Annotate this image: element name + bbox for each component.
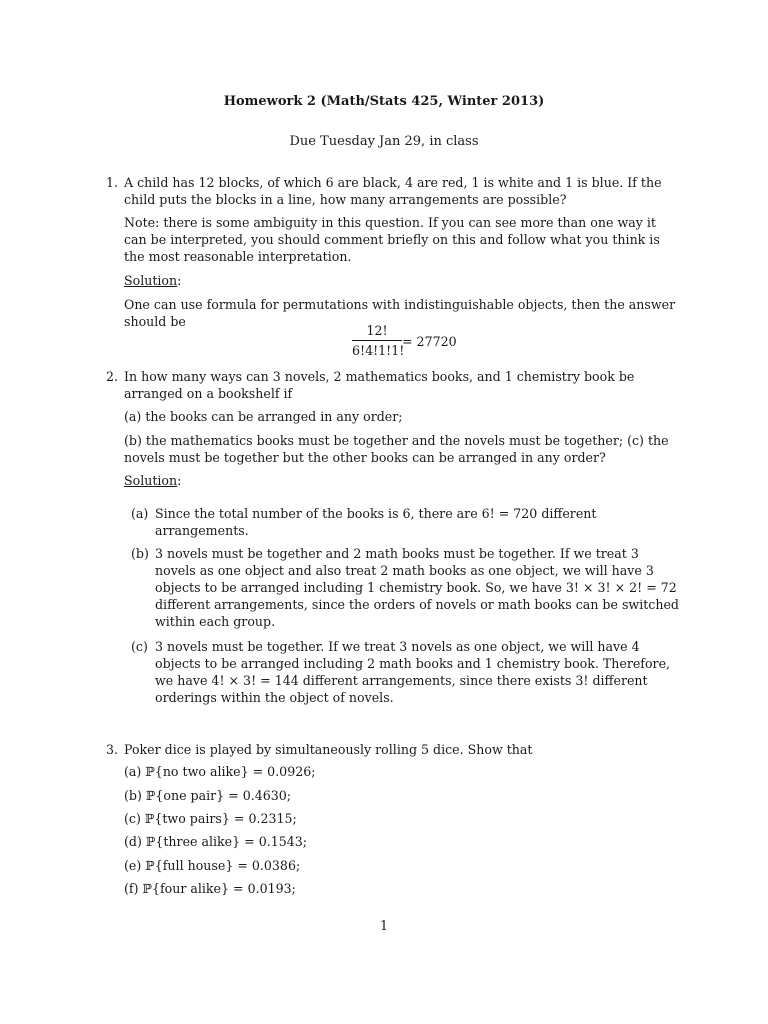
q1-frac-result: = 27720 [402, 334, 457, 349]
q2-solution-label: Solution [124, 473, 178, 488]
q1-solution-colon: : [177, 273, 182, 288]
page-number: 1 [379, 918, 388, 933]
q2-sol-a-label: (a) [131, 506, 149, 521]
q3-item: (a) ℙ{no two alike} = 0.0926; [124, 764, 316, 779]
due-date: Due Tuesday Jan 29, in class [289, 134, 479, 149]
q2-sol-c: 3 novels must be together. If we treat 3 novels as one object, we will have 4 objects to be arranged including 2 math books and 1 chemistry book. Therefore, we have 4! × 3! = 144 different arrangements, since there exists 3! different orderings within the object of novels. [155, 639, 671, 705]
q3-item: (b) ℙ{one pair} = 0.4630; [124, 788, 292, 803]
q3-text: Poker dice is played by simultaneously rolling 5 dice. Show that [124, 742, 533, 757]
q2-sol-b-label: (b) [131, 546, 149, 561]
q1-number: 1. [106, 175, 119, 190]
q2-part-a: (a) the books can be arranged in any order; [124, 409, 403, 424]
q1-frac-bar [352, 340, 402, 341]
q1-fraction [352, 323, 405, 358]
q2-number: 2. [106, 369, 119, 384]
page-title: Homework 2 (Math/Stats 425, Winter 2013) [223, 94, 545, 109]
q2-solution-colon: : [177, 473, 182, 488]
q2-solution-heading [124, 472, 181, 489]
q3-number: 3. [106, 742, 119, 757]
q1-solution-label: Solution [124, 273, 178, 288]
q1-frac-numerator: 12! [366, 323, 388, 338]
q1-note: Note: there is some ambiguity in this question. If you can see more than one way it can be interpreted, you should comment briefly on this and follow what you think is the most reasonable interpretation. [124, 215, 660, 264]
q2-sol-c-label: (c) [131, 639, 148, 654]
q2-part-bc: (b) the mathematics books must be together and the novels must be together; (c) the novels must be together but the other books can be arranged in any order? [124, 433, 669, 465]
q2-text: In how many ways can 3 novels, 2 mathematics books, and 1 chemistry book be arranged on a bookshelf if [124, 369, 635, 401]
q1-text: A child has 12 blocks, of which 6 are black, 4 are red, 1 is white and 1 is blue. If the child puts the blocks in a line, how many arrangements are possible? [124, 175, 662, 207]
q1-frac-denominator: 6!4!1!1! [352, 343, 405, 358]
q1-solution-heading [124, 272, 181, 289]
q3-item: (c) ℙ{two pairs} = 0.2315; [124, 811, 297, 826]
q2-sol-b: 3 novels must be together and 2 math books must be together. If we treat 3 novels as one object and also treat 2 math books as one object, we will have 3 objects to be arranged including 1 chemistry book. So, we have 3! × 3! × 2! = 72 different arrangements, since the orders of novels or math books can be switched within each group. [155, 546, 679, 629]
q3-item: (d) ℙ{three alike} = 0.1543; [124, 834, 308, 849]
q3-item: (f) ℙ{four alike} = 0.0193; [124, 881, 296, 896]
q2-sol-a: Since the total number of the books is 6, there are 6! = 720 different arrangements. [155, 506, 597, 538]
q1-solution-text: One can use formula for permutations with indistinguishable objects, then the answer should be [124, 297, 676, 329]
q3-item: (e) ℙ{full house} = 0.0386; [124, 858, 301, 873]
